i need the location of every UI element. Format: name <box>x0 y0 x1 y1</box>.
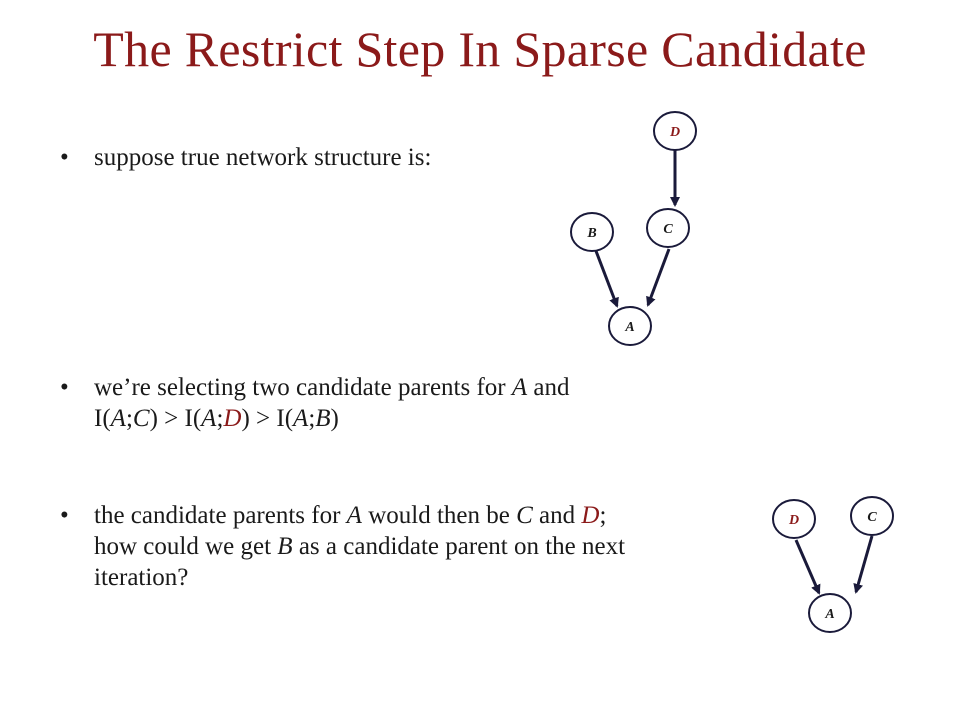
node-label-c: C <box>867 510 877 525</box>
variable-d: D <box>223 405 242 432</box>
variable-c: C <box>516 502 533 529</box>
node-d <box>654 112 696 150</box>
node-b <box>571 213 613 251</box>
text-run: ) > I( <box>149 405 202 432</box>
bullet-glyph: • <box>60 144 69 171</box>
node-d <box>773 500 815 538</box>
text-run: would then be <box>361 502 517 529</box>
bullet-glyph: • <box>60 502 69 529</box>
node-label-a: A <box>625 320 635 335</box>
text-run: ; <box>599 502 607 529</box>
edge-c-to-a <box>648 249 669 305</box>
node-label-a: A <box>825 607 835 622</box>
text-run: ; <box>125 405 133 432</box>
variable-c: C <box>132 405 150 432</box>
edge-d-to-a <box>796 540 819 593</box>
text-run: ; <box>216 405 224 432</box>
text-run: we’re selecting two candidate parents for <box>94 374 512 401</box>
text-run: ; <box>308 405 316 432</box>
text-run: as a candidate parent on the next <box>292 533 626 560</box>
text-run: iteration? <box>94 564 189 591</box>
variable-b: B <box>277 533 293 560</box>
slide-title: The Restrict Step In Sparse Candidate <box>93 21 867 77</box>
node-c <box>851 497 893 535</box>
bullet-text: suppose true network structure is: <box>94 144 432 171</box>
node-label-c: C <box>663 222 673 237</box>
bullet-glyph: • <box>60 374 69 401</box>
node-c <box>647 209 689 247</box>
node-label-d: D <box>788 513 800 528</box>
text-run: how could we get <box>94 533 278 560</box>
variable-b: B <box>315 405 331 432</box>
edge-c-to-a <box>856 536 872 592</box>
candidate-parents-graph <box>773 497 893 632</box>
text-run: ) <box>330 405 339 432</box>
node-label-b: B <box>587 226 597 241</box>
true-network-graph <box>571 112 696 345</box>
edge-b-to-a <box>596 251 617 306</box>
variable-d: D <box>581 502 600 529</box>
variable-a: A <box>511 374 528 401</box>
variable-a: A <box>293 405 309 432</box>
node-a <box>809 594 851 632</box>
node-label-d: D <box>669 125 681 140</box>
text-run: ) > I( <box>241 405 294 432</box>
text-run: and <box>532 502 582 529</box>
variable-a: A <box>201 405 217 432</box>
text-run: the candidate parents for <box>94 502 347 529</box>
node-a <box>609 307 651 345</box>
text-run: I( <box>94 405 111 432</box>
variable-a: A <box>346 502 362 529</box>
text-run: and <box>527 374 570 401</box>
variable-a: A <box>110 405 126 432</box>
